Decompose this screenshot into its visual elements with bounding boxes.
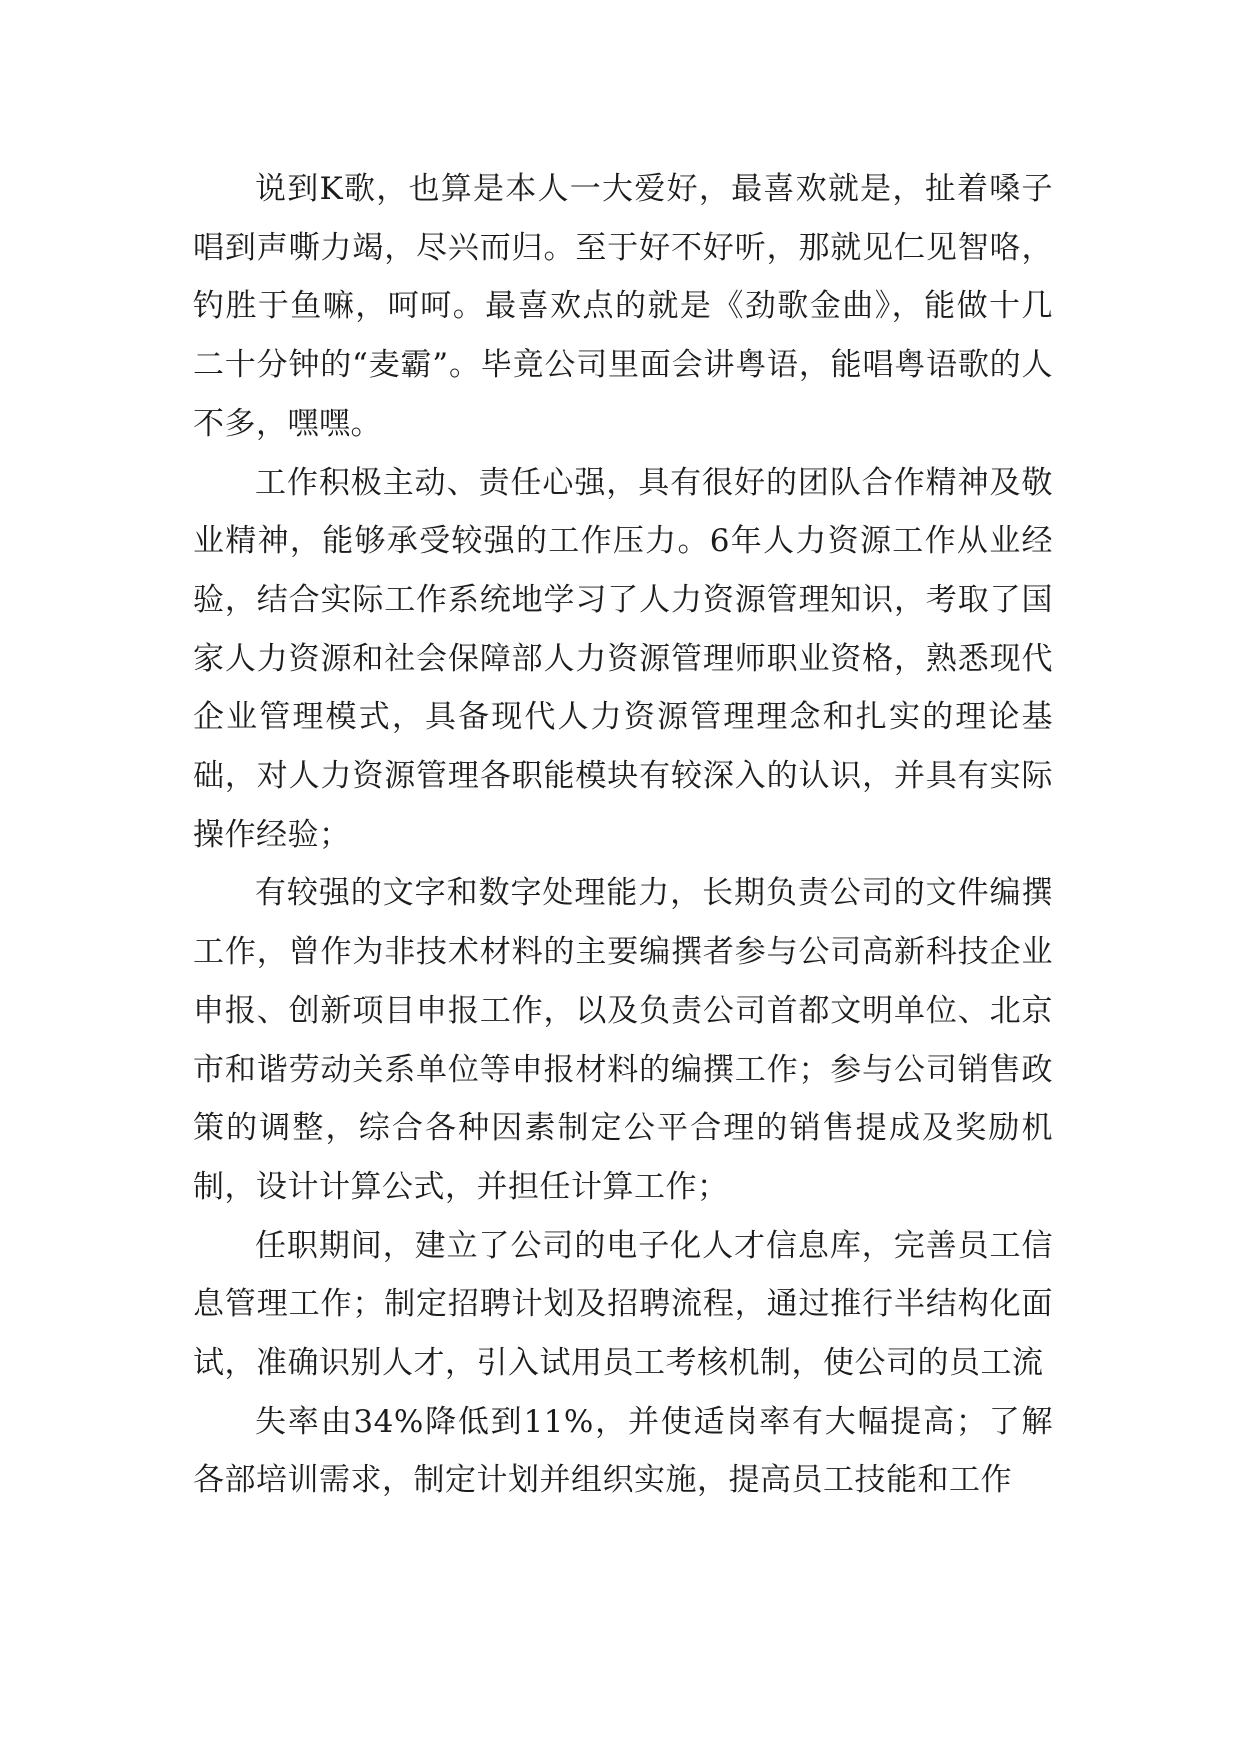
- paragraph-karaoke-hobby: 说到K歌，也算是本人一大爱好，最喜欢就是，扯着嗓子唱到声嘶力竭，尽兴而归。至于好不好听，那就见仁见智咯，钓胜于鱼嘛，呵呵。最喜欢点的就是《劲歌金曲》，能做十几二十分钟的“麦霸”。毕竟公司里面会讲粤语，能唱粤语歌的人不多，嘿嘿。: [193, 171, 1053, 442]
- paragraph-work-attitude: 工作积极主动、责任心强，具有很好的团队合作精神及敬业精神，能够承受较强的工作压力。6年人力资源工作从业经验，结合实际工作系统地学习了人力资源管理知识，考取了国家人力资源和社会保障部人力资源管理师职业资格，熟悉现代企业管理模式，具备现代人力资源管理理念和扎实的理论基础，对人力资源管理各职能模块有较深入的认识，并具有实际操作经验；: [193, 464, 1053, 853]
- paragraph-hr-achievements: 任职期间，建立了公司的电子化人才信息库，完善员工信息管理工作；制定招聘计划及招聘流程，通过推行半结构化面试，准确识别人才，引入试用员工考核机制，使公司的员工流: [193, 1227, 1053, 1382]
- paragraph-writing-skills: 有较强的文字和数字处理能力，长期负责公司的文件编撰工作，曾作为非技术材料的主要编撰者参与公司高新科技企业申报、创新项目申报工作，以及负责公司首都文明单位、北京市和谐劳动关系单位等申报材料的编撰工作；参与公司销售政策的调整，综合各种因素制定公平合理的销售提成及奖励机制，设计计算公式，并担任计算工作；: [193, 875, 1053, 1205]
- document-body: [193, 160, 1053, 1510]
- paragraph-turnover-training: 失率由34%降低到11%，并使适岗率有大幅提高；了解各部培训需求，制定计划并组织实施，提高员工技能和工作: [193, 1403, 1053, 1499]
